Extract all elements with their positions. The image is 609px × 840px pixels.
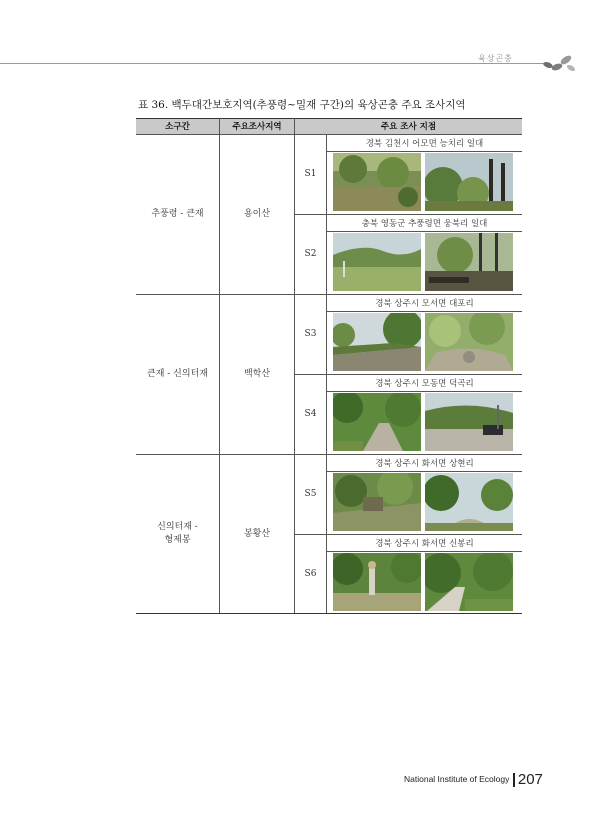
site-photo-s4b bbox=[425, 393, 513, 451]
site-photo-s6b bbox=[425, 553, 513, 611]
site-location: 충북 영동군 추풍령면 웅북리 일대 bbox=[361, 219, 488, 229]
site-id: S1 bbox=[304, 169, 317, 179]
site-location: 경북 김천시 어모면 능치리 일대 bbox=[365, 139, 484, 149]
site-photo-s4a bbox=[333, 393, 421, 451]
site-id: S3 bbox=[304, 329, 317, 339]
site-location: 경북 상주시 모서면 대포리 bbox=[375, 299, 474, 309]
footer-divider bbox=[513, 773, 515, 787]
table-top-border bbox=[136, 118, 522, 119]
site-border bbox=[294, 214, 522, 215]
running-title: 육상곤충 bbox=[478, 54, 513, 63]
leaf-ornament-icon bbox=[540, 52, 580, 74]
area-cell: 백학산 bbox=[243, 368, 271, 379]
location-rule bbox=[326, 551, 522, 552]
location-rule bbox=[326, 311, 522, 312]
site-id: S5 bbox=[304, 489, 317, 499]
site-id: S4 bbox=[304, 409, 317, 419]
segment-line: 신의터재 - bbox=[157, 522, 198, 532]
table-caption: 표 36. 백두대간보호지역(추풍령~밀재 구간)의 육상곤충 주요 조사지역 bbox=[138, 99, 466, 111]
site-photo-s5a bbox=[333, 473, 421, 531]
site-location: 경북 상주시 화서면 상현리 bbox=[375, 459, 474, 469]
site-photo-s2a bbox=[333, 233, 421, 291]
column-header-sites: 주요 조사 지점 bbox=[295, 118, 522, 134]
site-id: S2 bbox=[304, 249, 317, 259]
site-id: S6 bbox=[304, 569, 317, 579]
header-rule bbox=[0, 63, 548, 64]
site-photo-s3a bbox=[333, 313, 421, 371]
site-photo-s3b bbox=[425, 313, 513, 371]
site-photo-s6a bbox=[333, 553, 421, 611]
site-border bbox=[294, 374, 522, 375]
page-number: 207 bbox=[517, 771, 543, 788]
site-photo-s1b bbox=[425, 153, 513, 211]
segment-line: 형제봉 bbox=[164, 535, 191, 545]
area-cell: 봉황산 bbox=[243, 528, 271, 539]
location-rule bbox=[326, 151, 522, 152]
segment-cell: 큰재 - 신의터재 bbox=[147, 368, 208, 379]
site-location: 경북 상주시 화서면 신봉리 bbox=[375, 539, 474, 549]
segment-cell bbox=[136, 454, 219, 614]
location-rule bbox=[326, 471, 522, 472]
site-photo-s1a bbox=[333, 153, 421, 211]
location-rule bbox=[326, 231, 522, 232]
segment-cell: 추풍령 - 큰재 bbox=[151, 208, 204, 219]
survey-sites-table bbox=[136, 118, 522, 614]
page-footer bbox=[404, 771, 543, 788]
site-photo-s2b bbox=[425, 233, 513, 291]
institute-name: National Institute of Ecology bbox=[404, 773, 510, 784]
column-header-segment: 소구간 bbox=[136, 118, 219, 134]
site-border bbox=[294, 534, 522, 535]
site-photo-s5b bbox=[425, 473, 513, 531]
location-rule bbox=[326, 391, 522, 392]
site-location: 경북 상주시 모동면 덕곡리 bbox=[375, 379, 474, 389]
area-cell: 용이산 bbox=[243, 208, 271, 219]
column-header-area: 주요조사지역 bbox=[220, 118, 294, 134]
